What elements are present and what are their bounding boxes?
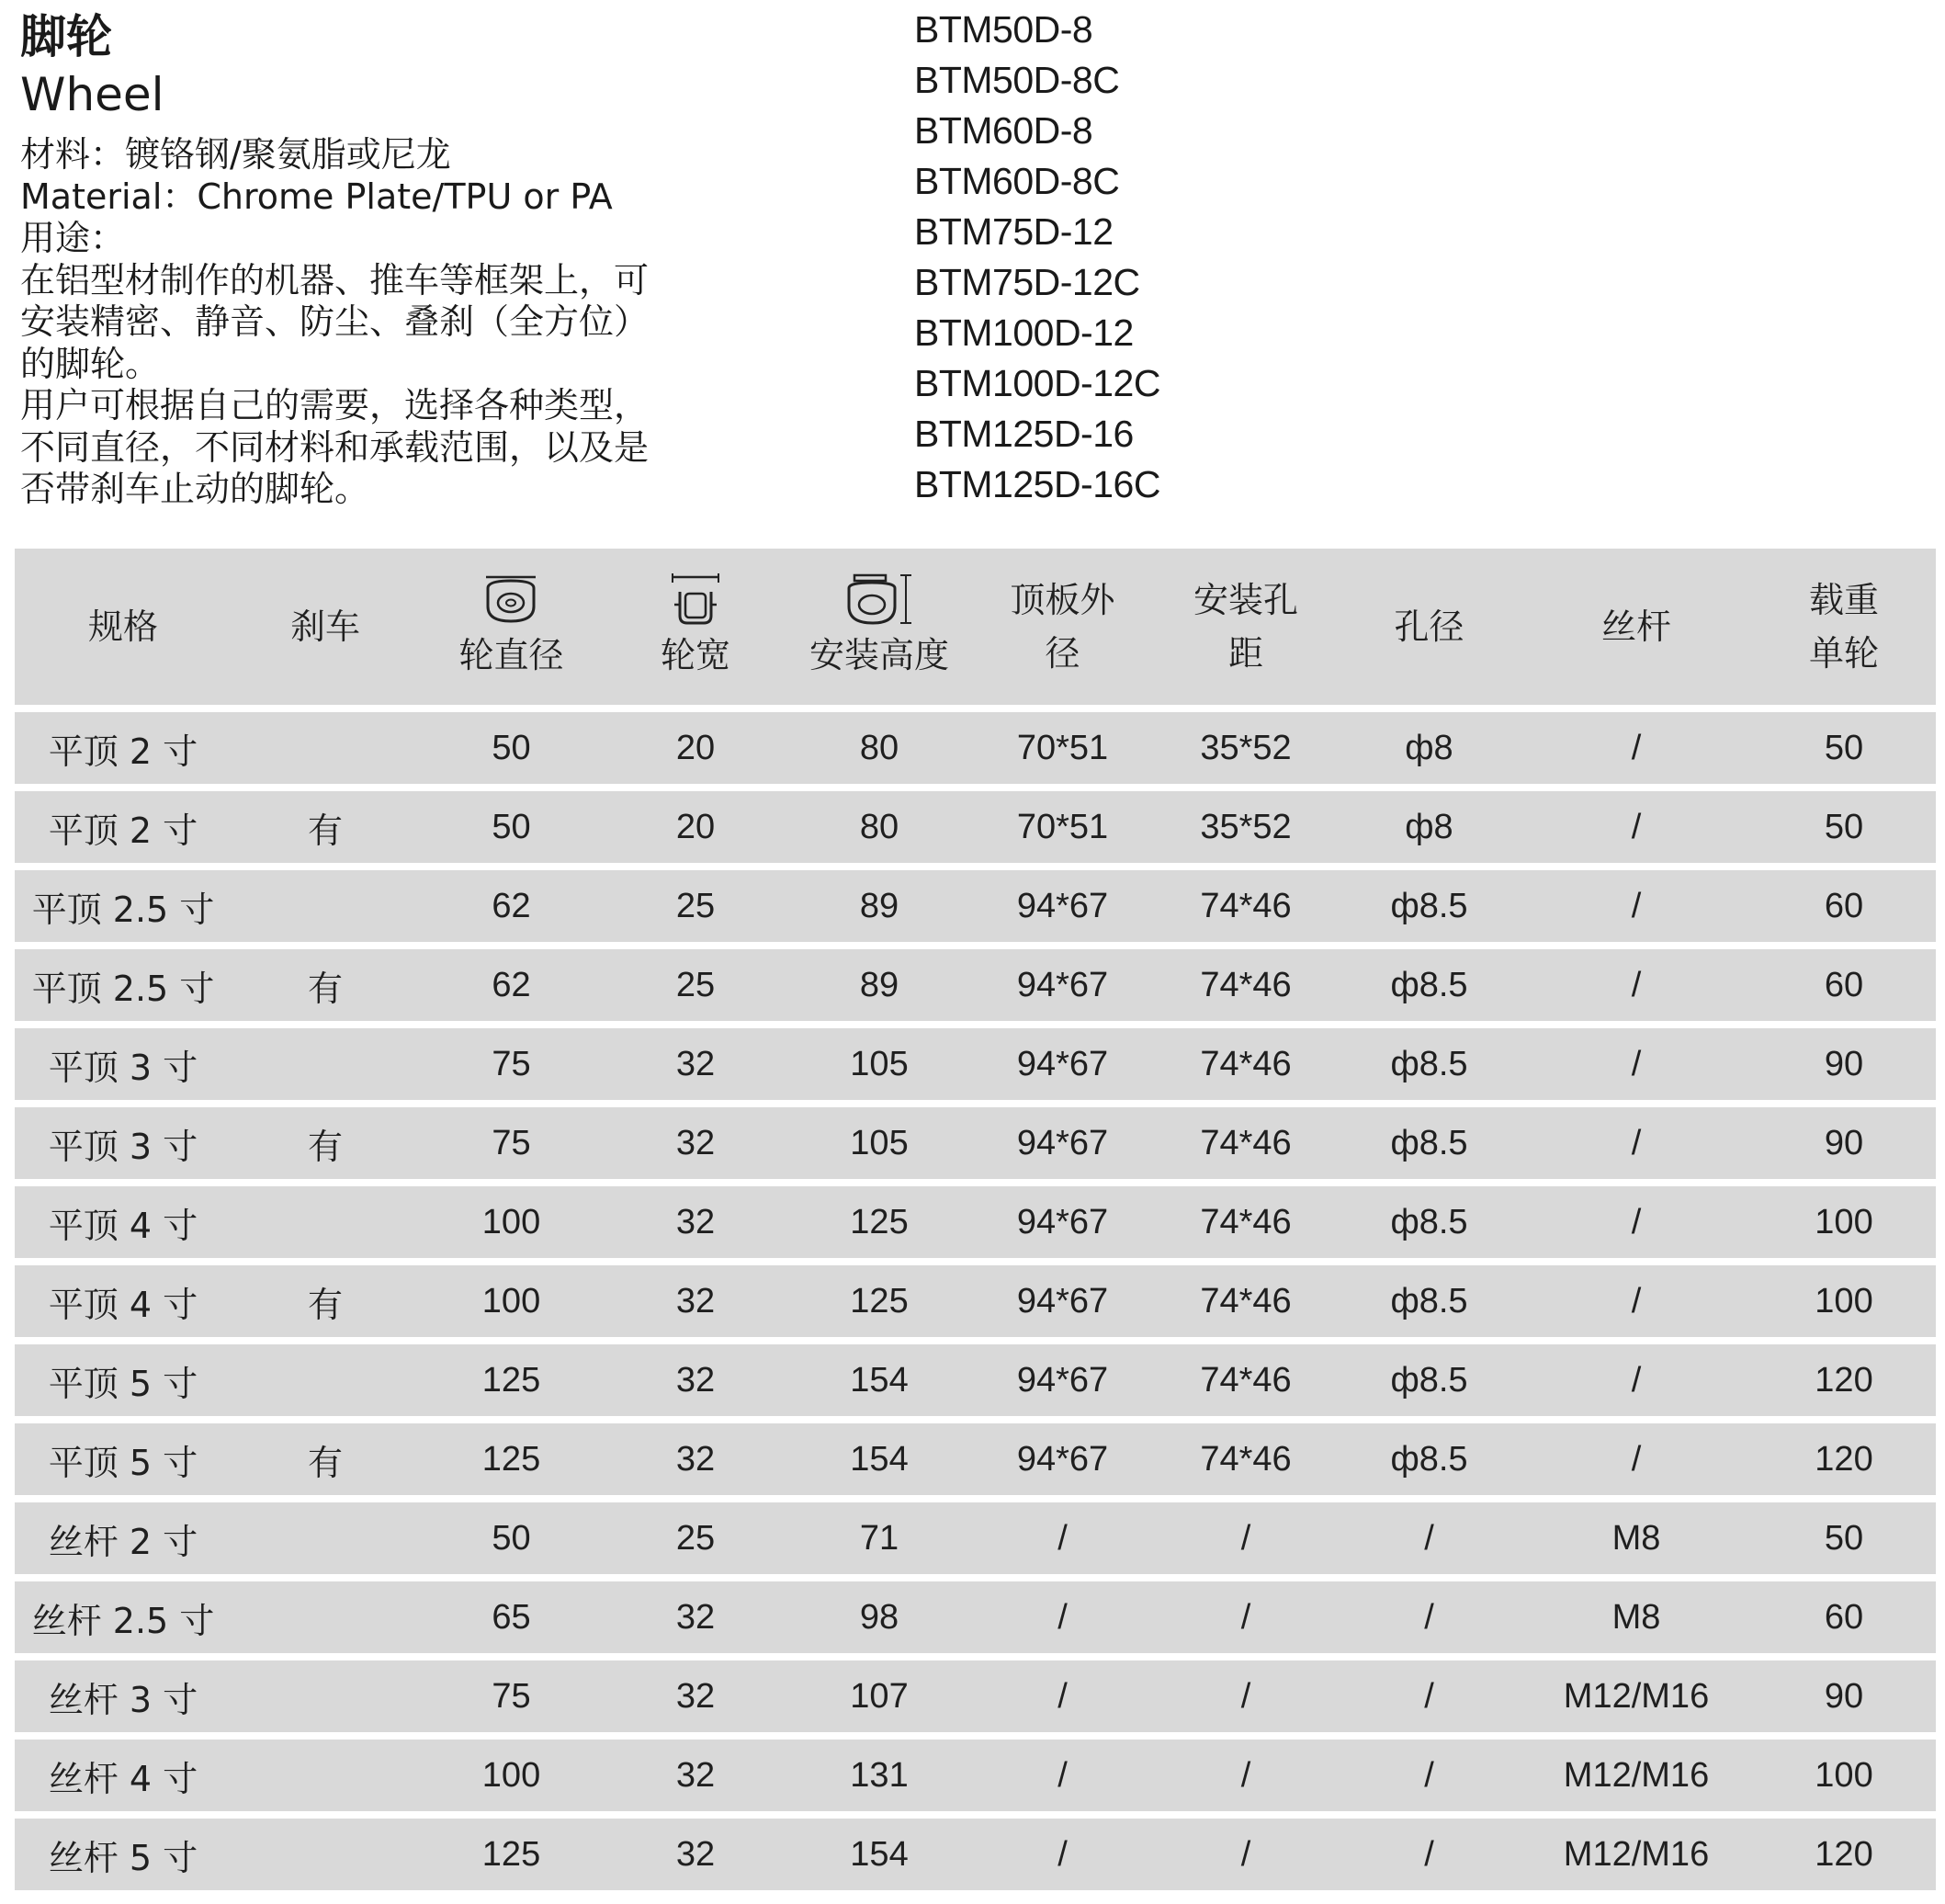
cell-mount-height: 105 xyxy=(787,1028,971,1100)
product-intro xyxy=(20,7,718,511)
header-wheel-width-label: 轮宽 xyxy=(660,635,730,675)
cell-screw: / xyxy=(1521,1265,1752,1337)
cell-spec: 平顶 2.5 寸 xyxy=(15,870,232,942)
model-code: BTM50D-8C xyxy=(914,59,1120,101)
header-mount-height xyxy=(787,549,971,705)
cell-hole-spacing: / xyxy=(1154,1819,1338,1890)
header-brake xyxy=(232,549,419,705)
cell-load: 60 xyxy=(1752,1581,1936,1653)
cell-wheel-width: 32 xyxy=(604,1581,787,1653)
cell-mount-height: 154 xyxy=(787,1344,971,1416)
header-hole-spacing-line1: 安装孔 xyxy=(1193,580,1298,620)
cell-brake: 有 xyxy=(232,791,419,863)
cell-load: 120 xyxy=(1752,1423,1936,1495)
cell-load: 90 xyxy=(1752,1028,1936,1100)
cell-mount-height: 131 xyxy=(787,1740,971,1811)
material-cn: 材料：镀铬钢/聚氨脂或尼龙 xyxy=(20,134,451,175)
cell-spec: 平顶 2 寸 xyxy=(15,791,232,863)
cell-wheel-diameter: 100 xyxy=(419,1265,604,1337)
cell-hole-spacing: 74*46 xyxy=(1154,949,1338,1021)
cell-spec: 平顶 5 寸 xyxy=(15,1344,232,1416)
cell-hole-diameter: / xyxy=(1338,1660,1521,1732)
cell-plate-outer: 94*67 xyxy=(971,1344,1154,1416)
cell-screw: / xyxy=(1521,1423,1752,1495)
cell-spec: 平顶 2 寸 xyxy=(15,712,232,784)
model-code: BTM100D-12C xyxy=(914,362,1160,404)
wheel-width-icon xyxy=(663,572,728,627)
description-line: 的脚轮。 xyxy=(20,343,161,384)
cell-mount-height: 105 xyxy=(787,1107,971,1179)
cell-brake: 有 xyxy=(232,949,419,1021)
cell-plate-outer: / xyxy=(971,1502,1154,1574)
cell-hole-spacing: 35*52 xyxy=(1154,712,1338,784)
cell-spec: 平顶 4 寸 xyxy=(15,1265,232,1337)
cell-spec: 丝杆 3 寸 xyxy=(15,1660,232,1732)
cell-hole-diameter: ф8.5 xyxy=(1338,1423,1521,1495)
cell-plate-outer: 70*51 xyxy=(971,791,1154,863)
cell-load: 100 xyxy=(1752,1265,1936,1337)
cell-load: 60 xyxy=(1752,949,1936,1021)
cell-hole-spacing: 74*46 xyxy=(1154,1265,1338,1337)
cell-wheel-width: 20 xyxy=(604,712,787,784)
cell-screw: / xyxy=(1521,870,1752,942)
cell-screw: M12/M16 xyxy=(1521,1660,1752,1732)
cell-load: 100 xyxy=(1752,1740,1936,1811)
cell-screw: / xyxy=(1521,949,1752,1021)
cell-wheel-diameter: 75 xyxy=(419,1028,604,1100)
header-load-line1: 载重 xyxy=(1808,580,1879,620)
cell-wheel-diameter: 100 xyxy=(419,1186,604,1258)
cell-load: 120 xyxy=(1752,1344,1936,1416)
cell-plate-outer: 94*67 xyxy=(971,1028,1154,1100)
cell-wheel-width: 32 xyxy=(604,1186,787,1258)
cell-hole-spacing: 74*46 xyxy=(1154,1186,1338,1258)
cell-wheel-diameter: 62 xyxy=(419,949,604,1021)
cell-hole-diameter: ф8.5 xyxy=(1338,1344,1521,1416)
model-code: BTM60D-8 xyxy=(914,109,1093,152)
cell-hole-diameter: / xyxy=(1338,1819,1521,1890)
product-title-cn: 脚轮 xyxy=(20,10,112,63)
header-screw-label: 丝杆 xyxy=(1600,606,1671,647)
cell-plate-outer: 94*67 xyxy=(971,949,1154,1021)
cell-mount-height: 80 xyxy=(787,791,971,863)
cell-hole-diameter: ф8.5 xyxy=(1338,1186,1521,1258)
cell-brake xyxy=(232,870,419,942)
cell-wheel-diameter: 125 xyxy=(419,1423,604,1495)
header-wheel-width xyxy=(604,549,787,705)
description-line: 否带刹车止动的脚轮。 xyxy=(20,469,370,509)
cell-spec: 平顶 5 寸 xyxy=(15,1423,232,1495)
cell-brake xyxy=(232,1028,419,1100)
description-line: 用户可根据自己的需要，选择各种类型， xyxy=(20,385,650,425)
cell-wheel-diameter: 50 xyxy=(419,791,604,863)
cell-brake: 有 xyxy=(232,1265,419,1337)
cell-plate-outer: / xyxy=(971,1819,1154,1890)
cell-hole-spacing: / xyxy=(1154,1660,1338,1732)
cell-brake xyxy=(232,1819,419,1890)
cell-brake xyxy=(232,1581,419,1653)
cell-spec: 平顶 2.5 寸 xyxy=(15,949,232,1021)
cell-plate-outer: / xyxy=(971,1660,1154,1732)
cell-plate-outer: / xyxy=(971,1740,1154,1811)
cell-hole-spacing: 74*46 xyxy=(1154,1344,1338,1416)
cell-spec: 丝杆 5 寸 xyxy=(15,1819,232,1890)
cell-plate-outer: 94*67 xyxy=(971,1265,1154,1337)
model-code: BTM125D-16C xyxy=(914,463,1160,505)
cell-screw: / xyxy=(1521,791,1752,863)
cell-mount-height: 98 xyxy=(787,1581,971,1653)
cell-hole-spacing: 74*46 xyxy=(1154,1423,1338,1495)
cell-mount-height: 89 xyxy=(787,870,971,942)
model-code: BTM75D-12 xyxy=(914,210,1114,253)
header-mount-height-label: 安装高度 xyxy=(809,635,949,675)
model-code: BTM100D-12 xyxy=(914,312,1134,354)
cell-hole-diameter: ф8 xyxy=(1338,791,1521,863)
cell-load: 60 xyxy=(1752,870,1936,942)
cell-wheel-width: 32 xyxy=(604,1344,787,1416)
cell-wheel-diameter: 50 xyxy=(419,1502,604,1574)
cell-hole-diameter: ф8.5 xyxy=(1338,1265,1521,1337)
cell-plate-outer: / xyxy=(971,1581,1154,1653)
cell-hole-diameter: ф8.5 xyxy=(1338,949,1521,1021)
cell-load: 90 xyxy=(1752,1107,1936,1179)
cell-hole-spacing: / xyxy=(1154,1581,1338,1653)
model-code: BTM60D-8C xyxy=(914,160,1120,202)
cell-plate-outer: 94*67 xyxy=(971,1186,1154,1258)
cell-load: 120 xyxy=(1752,1819,1936,1890)
cell-hole-spacing: / xyxy=(1154,1740,1338,1811)
cell-hole-spacing: 74*46 xyxy=(1154,870,1338,942)
product-title-en: Wheel xyxy=(20,68,164,121)
cell-hole-diameter: ф8.5 xyxy=(1338,1028,1521,1100)
cell-mount-height: 71 xyxy=(787,1502,971,1574)
header-screw xyxy=(1521,549,1752,705)
cell-load: 50 xyxy=(1752,1502,1936,1574)
cell-mount-height: 80 xyxy=(787,712,971,784)
cell-plate-outer: 94*67 xyxy=(971,1423,1154,1495)
material-en: Material：Chrome Plate/TPU or PA xyxy=(20,176,613,217)
cell-spec: 丝杆 2 寸 xyxy=(15,1502,232,1574)
cell-wheel-diameter: 75 xyxy=(419,1107,604,1179)
spec-table xyxy=(15,549,1936,1890)
header-plate-outer xyxy=(971,549,1154,705)
cell-wheel-width: 32 xyxy=(604,1265,787,1337)
cell-wheel-width: 32 xyxy=(604,1660,787,1732)
cell-brake xyxy=(232,1660,419,1732)
cell-hole-spacing: 74*46 xyxy=(1154,1028,1338,1100)
cell-hole-diameter: ф8.5 xyxy=(1338,1107,1521,1179)
cell-screw: M8 xyxy=(1521,1581,1752,1653)
description-line: 在铝型材制作的机器、推车等框架上，可 xyxy=(20,259,650,300)
model-code: BTM75D-12C xyxy=(914,261,1140,303)
cell-wheel-diameter: 65 xyxy=(419,1581,604,1653)
header-plate-outer-line1: 顶板外 xyxy=(1010,580,1115,620)
wheel-diameter-icon xyxy=(479,572,543,627)
cell-mount-height: 125 xyxy=(787,1186,971,1258)
cell-wheel-diameter: 62 xyxy=(419,870,604,942)
cell-wheel-width: 32 xyxy=(604,1028,787,1100)
cell-load: 50 xyxy=(1752,712,1936,784)
model-list xyxy=(914,5,1374,510)
cell-spec: 丝杆 4 寸 xyxy=(15,1740,232,1811)
cell-mount-height: 125 xyxy=(787,1265,971,1337)
header-wheel-diameter xyxy=(419,549,604,705)
cell-spec: 平顶 3 寸 xyxy=(15,1107,232,1179)
usage-label: 用途： xyxy=(20,218,126,258)
cell-wheel-width: 25 xyxy=(604,949,787,1021)
cell-hole-diameter: / xyxy=(1338,1502,1521,1574)
cell-screw: / xyxy=(1521,1028,1752,1100)
cell-brake xyxy=(232,1740,419,1811)
header-hole-diameter-label: 孔径 xyxy=(1394,606,1464,647)
cell-hole-spacing: 74*46 xyxy=(1154,1107,1338,1179)
cell-load: 100 xyxy=(1752,1186,1936,1258)
cell-screw: / xyxy=(1521,1344,1752,1416)
cell-wheel-diameter: 75 xyxy=(419,1660,604,1732)
cell-screw: / xyxy=(1521,1186,1752,1258)
cell-screw: / xyxy=(1521,1107,1752,1179)
cell-spec: 平顶 4 寸 xyxy=(15,1186,232,1258)
cell-mount-height: 154 xyxy=(787,1423,971,1495)
header-plate-outer-line2: 径 xyxy=(1045,633,1080,674)
cell-plate-outer: 94*67 xyxy=(971,1107,1154,1179)
cell-spec: 丝杆 2.5 寸 xyxy=(15,1581,232,1653)
mount-height-icon xyxy=(838,572,921,627)
header-wheel-diameter-label: 轮直径 xyxy=(458,635,564,675)
cell-hole-diameter: ф8 xyxy=(1338,712,1521,784)
cell-wheel-width: 32 xyxy=(604,1423,787,1495)
cell-hole-spacing: 35*52 xyxy=(1154,791,1338,863)
description-line: 安装精密、静音、防尘、叠刹（全方位） xyxy=(20,301,650,342)
cell-brake xyxy=(232,1344,419,1416)
cell-hole-diameter: / xyxy=(1338,1740,1521,1811)
header-hole-diameter xyxy=(1338,549,1521,705)
cell-load: 90 xyxy=(1752,1660,1936,1732)
cell-screw: M8 xyxy=(1521,1502,1752,1574)
cell-wheel-diameter: 125 xyxy=(419,1344,604,1416)
cell-screw: M12/M16 xyxy=(1521,1819,1752,1890)
description-line: 不同直径，不同材料和承载范围，以及是 xyxy=(20,426,650,468)
header-brake-label: 刹车 xyxy=(289,606,360,647)
cell-mount-height: 154 xyxy=(787,1819,971,1890)
cell-wheel-diameter: 50 xyxy=(419,712,604,784)
cell-spec: 平顶 3 寸 xyxy=(15,1028,232,1100)
cell-wheel-width: 32 xyxy=(604,1107,787,1179)
cell-screw: / xyxy=(1521,712,1752,784)
cell-hole-spacing: / xyxy=(1154,1502,1338,1574)
header-hole-spacing-line2: 距 xyxy=(1227,633,1263,674)
model-code: BTM125D-16 xyxy=(914,413,1134,455)
cell-wheel-width: 32 xyxy=(604,1740,787,1811)
cell-wheel-diameter: 125 xyxy=(419,1819,604,1890)
model-code: BTM50D-8 xyxy=(914,8,1093,51)
cell-hole-diameter: / xyxy=(1338,1581,1521,1653)
header-hole-spacing xyxy=(1154,549,1338,705)
cell-wheel-width: 20 xyxy=(604,791,787,863)
cell-brake: 有 xyxy=(232,1107,419,1179)
cell-mount-height: 89 xyxy=(787,949,971,1021)
cell-screw: M12/M16 xyxy=(1521,1740,1752,1811)
cell-brake xyxy=(232,712,419,784)
cell-mount-height: 107 xyxy=(787,1660,971,1732)
cell-wheel-width: 25 xyxy=(604,1502,787,1574)
header-load xyxy=(1752,549,1936,705)
cell-wheel-width: 32 xyxy=(604,1819,787,1890)
cell-plate-outer: 70*51 xyxy=(971,712,1154,784)
cell-wheel-width: 25 xyxy=(604,870,787,942)
cell-wheel-diameter: 100 xyxy=(419,1740,604,1811)
cell-brake xyxy=(232,1186,419,1258)
cell-load: 50 xyxy=(1752,791,1936,863)
cell-hole-diameter: ф8.5 xyxy=(1338,870,1521,942)
cell-brake: 有 xyxy=(232,1423,419,1495)
header-spec xyxy=(15,549,232,705)
cell-brake xyxy=(232,1502,419,1574)
header-spec-label: 规格 xyxy=(87,606,158,647)
cell-plate-outer: 94*67 xyxy=(971,870,1154,942)
header-load-line2: 单轮 xyxy=(1808,633,1879,674)
